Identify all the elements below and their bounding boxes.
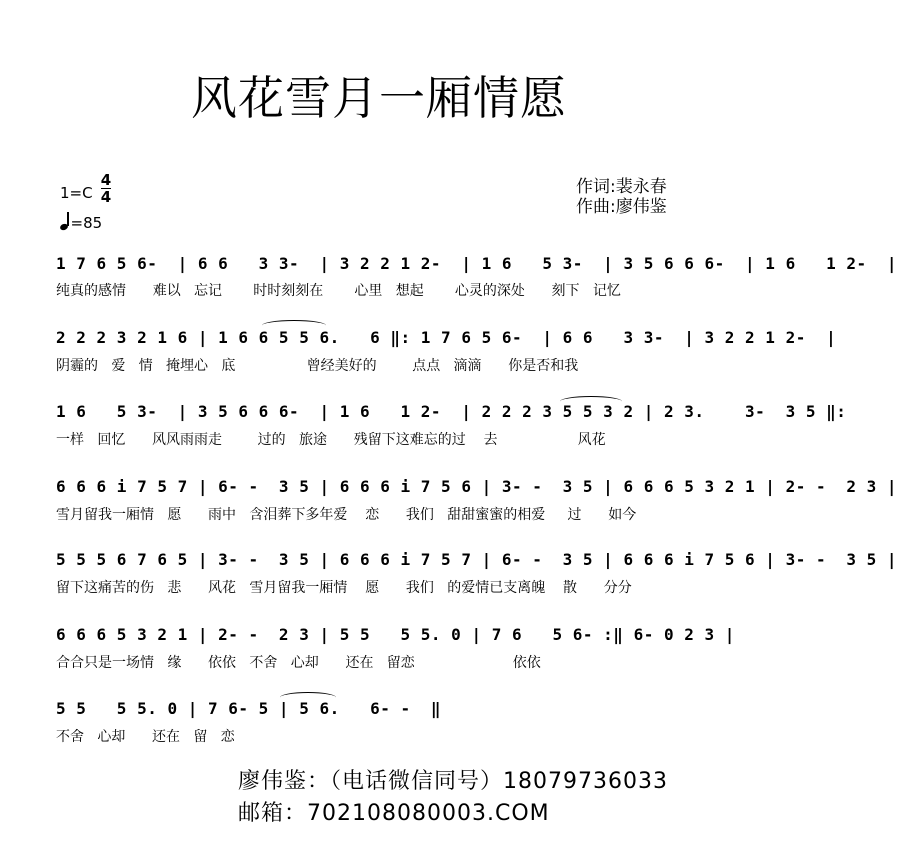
score-lyrics-line-2: 阴霾的 爱 情 掩埋心 底 曾经美好的 点点 滴滴 你是否和我: [56, 358, 579, 374]
score-lyrics-line-1: 纯真的感情 难以 忘记 时时刻刻在 心里 想起 心灵的深处 刻下 记忆: [56, 283, 621, 299]
score-notes-line-3: 1 6 5 3- | 3 5 6 6 6- | 1 6 1 2- | 2 2 2 3 5 5 3 2 | 2 3. 3- 3 5 ‖:: [56, 402, 847, 421]
score-lyrics-line-4: 雪月留我一厢情 愿 雨中 含泪葬下多年爱 恋 我们 甜甜蜜蜜的相爱 过 如今: [56, 507, 637, 523]
score-notes-line-7: 5 5 5 5. 0 | 7 6- 5 | 5 6. 6- - ‖: [56, 699, 442, 718]
score-notes-line-1: 1 7 6 5 6- | 6 6 3 3- | 3 2 2 1 2- | 1 6 5 3- | 3 5 6 6 6- | 1 6 1 2- |: [56, 254, 897, 273]
tie-slur: [560, 396, 622, 407]
score-notes-line-2: 2 2 2 3 2 1 6 | 1 6 6 5 5 6. 6 ‖: 1 7 6 5 6- | 6 6 3 3- | 3 2 2 1 2- |: [56, 328, 837, 347]
contact-email-text: 邮箱：702108080003.COM: [238, 801, 550, 826]
score-notes-line-6: 6 6 6 5 3 2 1 | 2- - 2 3 | 5 5 5 5. 0 | 7 6 5 6- :‖ 6- 0 2 3 |: [56, 625, 735, 644]
time-signature-top: 4: [100, 171, 112, 189]
tempo-marking: [60, 214, 102, 232]
note-stem: [67, 212, 69, 226]
tie-slur: [262, 320, 326, 331]
song-title: 风花雪月一厢情愿: [191, 71, 567, 125]
lyricist-credit: 作词:裴永春: [576, 177, 667, 197]
time-signature: [100, 172, 112, 205]
score-lyrics-line-5: 留下这痛苦的伤 悲 风花 雪月留我一厢情 愿 我们 的爱情已支离魄 散 分分: [56, 580, 632, 596]
tempo-value: =85: [70, 214, 103, 232]
contact-phone: 廖伟鉴：（电话微信同号）18079736033: [238, 769, 668, 794]
contact-email: [238, 796, 550, 826]
score-lyrics-line-7: 不舍 心却 还在 留 恋: [56, 729, 235, 745]
score-lyrics-line-6: 合合只是一场情 缘 依依 不舍 心却 还在 留恋 依依: [56, 655, 541, 671]
score-lyrics-line-3: 一样 回忆 风风雨雨走 过的 旅途 残留下这难忘的过 去 风花: [56, 432, 606, 448]
key-signature: 1=C: [60, 184, 93, 202]
composer-credit: 作曲:廖伟鉴: [576, 197, 667, 217]
score-notes-line-5: 5 5 5 6 7 6 5 | 3- - 3 5 | 6 6 6 i 7 5 7 | 6- - 3 5 | 6 6 6 i 7 5 6 | 3- - 3 5 |: [56, 550, 897, 569]
time-signature-bottom: 4: [100, 188, 112, 206]
score-notes-line-4: 6 6 6 i 7 5 7 | 6- - 3 5 | 6 6 6 i 7 5 6 | 3- - 3 5 | 6 6 6 5 3 2 1 | 2- - 2 3 |: [56, 477, 897, 496]
tie-slur: [280, 692, 336, 703]
